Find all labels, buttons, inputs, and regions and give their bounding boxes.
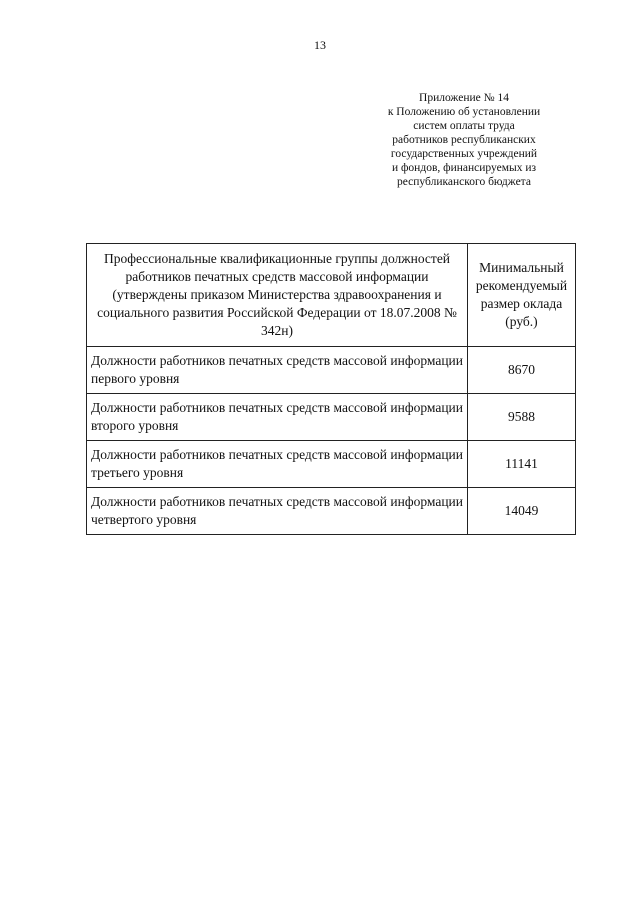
position-name-cell: Должности работников печатных средств массовой информации первого уровня	[87, 347, 468, 394]
table-row	[87, 488, 576, 535]
position-name-cell: Должности работников печатных средств массовой информации четвертого уровня	[87, 488, 468, 535]
appendix-line: работников республиканских	[392, 134, 536, 146]
appendix-line: республиканского бюджета	[397, 176, 531, 188]
salary-value-cell: 11141	[468, 441, 576, 488]
appendix-line: государственных учреждений	[390, 148, 538, 160]
appendix-line: и фондов, финансируемых из	[391, 162, 537, 174]
table-header-row	[87, 244, 576, 347]
table-row	[87, 441, 576, 488]
appendix-line: систем оплаты труда	[413, 120, 515, 132]
page-number: 13	[314, 38, 326, 52]
salary-value-cell: 8670	[468, 347, 576, 394]
table-row	[87, 347, 576, 394]
appendix-heading	[364, 91, 564, 189]
salary-value-cell: 14049	[468, 488, 576, 535]
header-qualification-groups: Профессиональные квалификационные группы должностей работников печатных средств массовой информации (утверждены приказом Министерства здравоохранения и социального развития Российской Федерации от 18.07.2008 № 342н)	[87, 244, 468, 347]
salary-value-cell: 9588	[468, 394, 576, 441]
salary-table	[86, 243, 576, 535]
appendix-line: Приложение № 14	[419, 92, 509, 104]
header-min-salary: Минимальный рекомендуемый размер оклада (руб.)	[468, 244, 576, 347]
position-name-cell: Должности работников печатных средств массовой информации второго уровня	[87, 394, 468, 441]
position-name-cell: Должности работников печатных средств массовой информации третьего уровня	[87, 441, 468, 488]
appendix-line: к Положению об установлении	[387, 106, 541, 118]
table-row	[87, 394, 576, 441]
